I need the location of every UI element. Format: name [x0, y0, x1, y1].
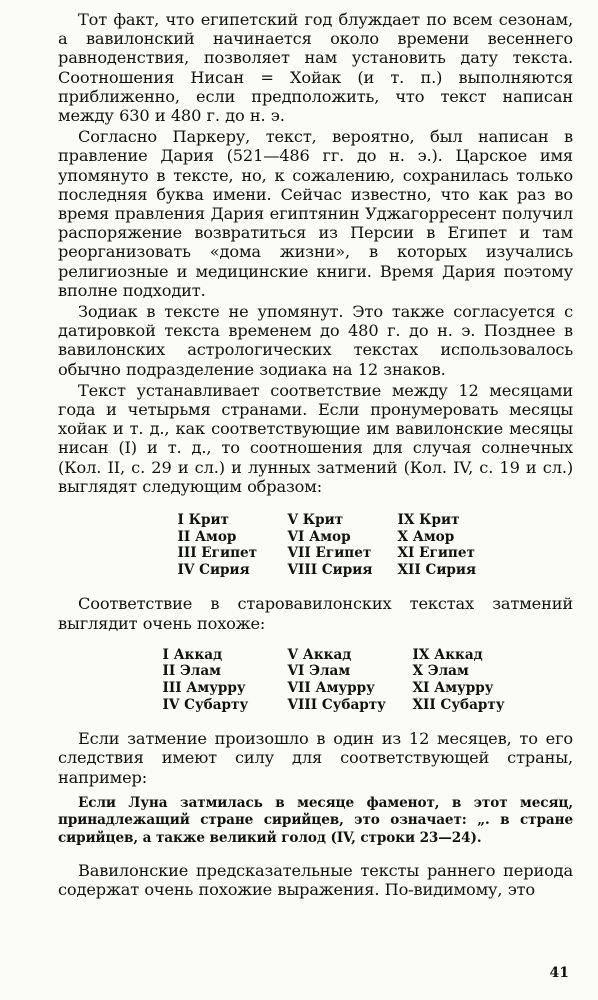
table-cell: V Крит: [287, 512, 344, 529]
table-cell: X Элам: [412, 663, 469, 680]
table-cell: VI Амор: [287, 528, 351, 545]
table-cell: VIII Субарту: [287, 696, 386, 713]
paragraph-babylonian-predictions: Вавилонские предсказательные тексты раннего периода содержат очень похожие выражения. По-видимому, это: [58, 861, 573, 900]
quote-block: Если Луна затмилась в месяце фаменот, в этот месяц, принадлежащий стране сирийцев, это означает: „. в стране сирийцев, а также великий голод (IV, строки 23—24).: [58, 794, 573, 846]
table-cell: XII Сирия: [397, 561, 477, 578]
paragraph-parker-darius: Согласно Паркеру, текст, вероятно, был написан в правление Дария (521—486 гг. до н. э.). Царское имя упомянуто в тексте, но, к сожалению, сохранилась только последняя буква имени. Сейчас известно, что как раз во время правления Дария египтянин Уджагорресент получил распоряжение возвратиться из Персии в Египет и там реорганизовать «дома жизни», в которых изучались религиозные и медицинские книги. Время Дария поэтому вполне подходит.: [58, 127, 573, 300]
paragraph-egyptian-year: Тот факт, что египетский год блуждает по всем сезонам, а вавилонский начинается около времени весеннего равноденствия, позволяет нам установить дату текста. Соотношения Нисан = Хойак (и т. п.) выполняются приближенно, если предположить, что текст написан между 630 и 480 г. до н. э.: [58, 10, 573, 126]
months-countries-table: [124, 512, 508, 578]
table-cell: II Амор: [177, 528, 237, 545]
paragraph-months-countries: Текст устанавливает соответствие между 12 месяцами года и четырьмя странами. Если пронумеровать месяцы хойак и т. д., как соответствующие им вавилонские месяцы нисан (I) и т. д., то соотношения для случая солнечных (Кол. II, с. 29 и сл.) и лунных затмений (Кол. IV, с. 19 и сл.) выглядят следующим образом:: [58, 380, 573, 496]
paragraph-eclipse-example: Если затмение произошло в один из 12 месяцев, то его следствия имеют силу для соответствующей страны, например:: [58, 729, 573, 787]
table-cell: VII Амурру: [287, 680, 375, 697]
table-cell: VI Элам: [287, 663, 351, 680]
table-cell: VII Египет: [287, 545, 372, 562]
table-cell: XII Субарту: [412, 696, 505, 713]
table-cell: III Амурру: [162, 680, 246, 697]
table-cell: XI Египет: [397, 545, 475, 562]
table-cell: IX Аккад: [412, 646, 483, 663]
paragraph-old-babylonian: Соответствие в старовавилонских текстах затмений выглядит очень похоже:: [58, 594, 573, 633]
table-cell: I Крит: [177, 512, 229, 529]
table-cell: XI Амурру: [412, 680, 494, 697]
table-cell: X Амор: [397, 528, 455, 545]
table-cell: IX Крит: [397, 512, 460, 529]
table-cell: IV Субарту: [162, 696, 249, 713]
old-babylonian-table: [109, 647, 523, 713]
table-cell: VIII Сирия: [287, 561, 373, 578]
table-cell: III Египет: [177, 545, 258, 562]
table-cell: I Аккад: [162, 646, 223, 663]
document-page: [58, 10, 573, 990]
table-cell: II Элам: [162, 663, 221, 680]
table-cell: V Аккад: [287, 646, 352, 663]
paragraph-zodiac: Зодиак в тексте не упомянут. Это также согласуется с датировкой текста временем до 480 г. до н. э. Позднее в вавилонских астрологических текстах использовалось обычно подразделение зодиака на 12 знаков.: [58, 302, 573, 379]
table-cell: IV Сирия: [177, 561, 250, 578]
page-number: 41: [549, 965, 569, 981]
